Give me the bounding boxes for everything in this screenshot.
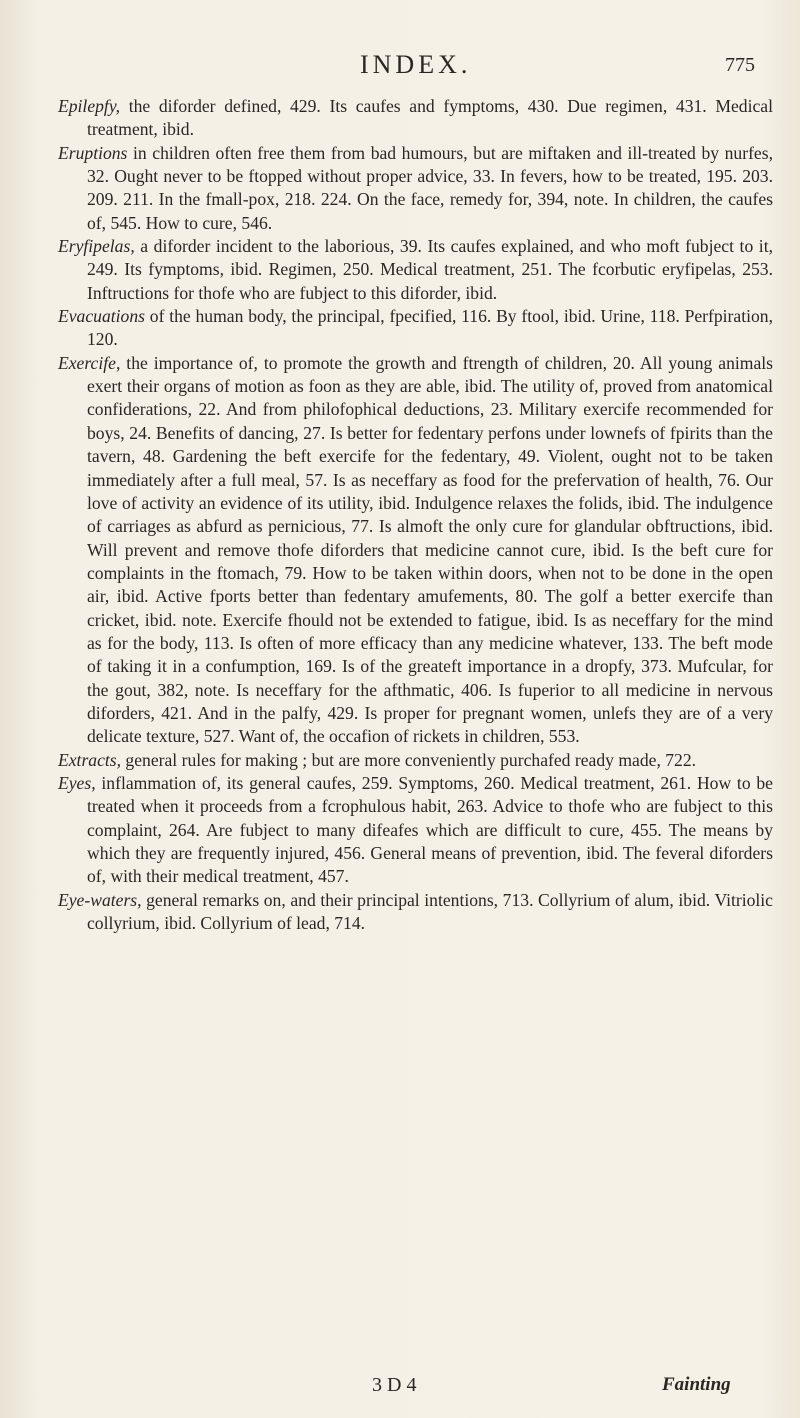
headword: Eye-waters, [58, 889, 142, 910]
catchword: Fainting [662, 1374, 731, 1395]
headword: Eruptions [58, 142, 128, 163]
entry-text: inflammation of, its general caufes, 259. Symptoms, 260. Medical treatment, 261. How to be treated when it proceeds from a fcrophulous habit, 263. Advice to thofe who are fubject to this complaint, 264. Are fubject to many difeafes which are difficult to cure, 455. The means by which they are frequently injured, 456. General means of prevention, ibid. The feveral diforders of, with their medical treatment, 457. [87, 772, 773, 887]
page-number: 775 [725, 54, 755, 76]
index-entry-eyes [58, 772, 773, 889]
entry-text: the importance of, to promote the growth and ftrength of children, 20. All young animals exert their organs of motion as foon as they are able, ibid. The utility of, proved from anatomical confiderations, 22. And from philofophical deductions, 23. Military exercife recommended for boys, 24. Benefits of dancing, 27. Is better for fedentary perfons under lownefs of fpirits than the tavern, 48. Gardening the beft exercife for the fedentary, 49. Violent, ought not to be taken immediately after a full meal, 57. Is as neceffary as food for the prefervation of health, 76. Our love of activity an evidence of its utility, ibid. Indulgence relaxes the folids, ibid. The indulgence of carriages as abfurd as pernicious, 77. Is almoft the only cure for glandular obftructions, ibid. Will prevent and remove thofe diforders that medicine cannot cure, ibid. Is the beft cure for complaints in the ftomach, 79. How to be taken within doors, when not to be done in the open air, ibid. Active fports better than fedentary amufements, 80. The golf a better exercife than cricket, ibid. note. Exercife fhould not be extended to fatigue, ibid. Is as neceffary for the mind as for the body, 113. Is often of more efficacy than any medicine whatever, 133. The beft mode of taking it in a confumption, 169. Is of the greateft importance in a dropfy, 373. Mufcular, for the gout, 382, note. Is neceffary for the afthmatic, 406. Is fuperior to all medicine in nervous diforders, 421. And in the palfy, 429. Is proper for pregnant women, unlefs they are of a very delicate texture, 527. Want of, the occafion of rickets in children, 553. [87, 352, 773, 747]
entry-text: a diforder incident to the laborious, 39. Its caufes explained, and who moft fubject to it, 249. Its fymptoms, ibid. Regimen, 250. Medical treatment, 251. The fcorbutic eryfipelas, 253. Inftructions for thofe who are fubject to this diforder, ibid. [87, 236, 773, 303]
entry-text: of the human body, the principal, fpecified, 116. By ftool, ibid. Urine, 118. Perfpiration, 120. [87, 306, 773, 350]
page-header [0, 50, 800, 90]
entry-text: the diforder defined, 429. Its caufes and fymptoms, 430. Due regimen, 431. Medical treatment, ibid. [87, 96, 773, 140]
headword: Epilepfy, [58, 96, 121, 116]
headword: Extracts, [58, 749, 122, 770]
entry-text: general remarks on, and their principal intentions, 713. Collyrium of alum, ibid. Vitriolic collyrium, ibid. Collyrium of lead, 714. [87, 889, 773, 934]
index-entry-eruptions [58, 142, 773, 235]
running-head: INDEX. [360, 50, 472, 79]
index-entry-erysipelas [58, 235, 773, 305]
index-entries [58, 95, 773, 935]
headword: Eyes, [58, 772, 96, 793]
index-entry-evacuations [58, 305, 773, 352]
entry-text: in children often free them from bad humours, but are miftaken and ill-treated by nurfes, 32. Ought never to be ftopped without proper advice, 33. In fevers, how to be treated, 195. 203. 209. 211. In the fmall-pox, 218. 224. On the face, remedy for, 394, note. In children, the caufes of, 545. How to cure, 546. [87, 142, 773, 233]
signature-mark: 3 D 4 [372, 1374, 417, 1396]
index-entry-epilepsy [58, 95, 773, 142]
index-entry-extracts [58, 749, 773, 772]
page-footer [0, 1374, 800, 1404]
headword: Evacuations [58, 306, 145, 327]
headword: Eryfipelas, [58, 236, 135, 257]
headword: Exercife, [58, 352, 121, 373]
index-entry-eye-waters [58, 889, 773, 936]
index-entry-exercise [58, 352, 773, 749]
entry-text: general rules for making ; but are more conveniently purchafed ready made, 722. [121, 749, 697, 770]
